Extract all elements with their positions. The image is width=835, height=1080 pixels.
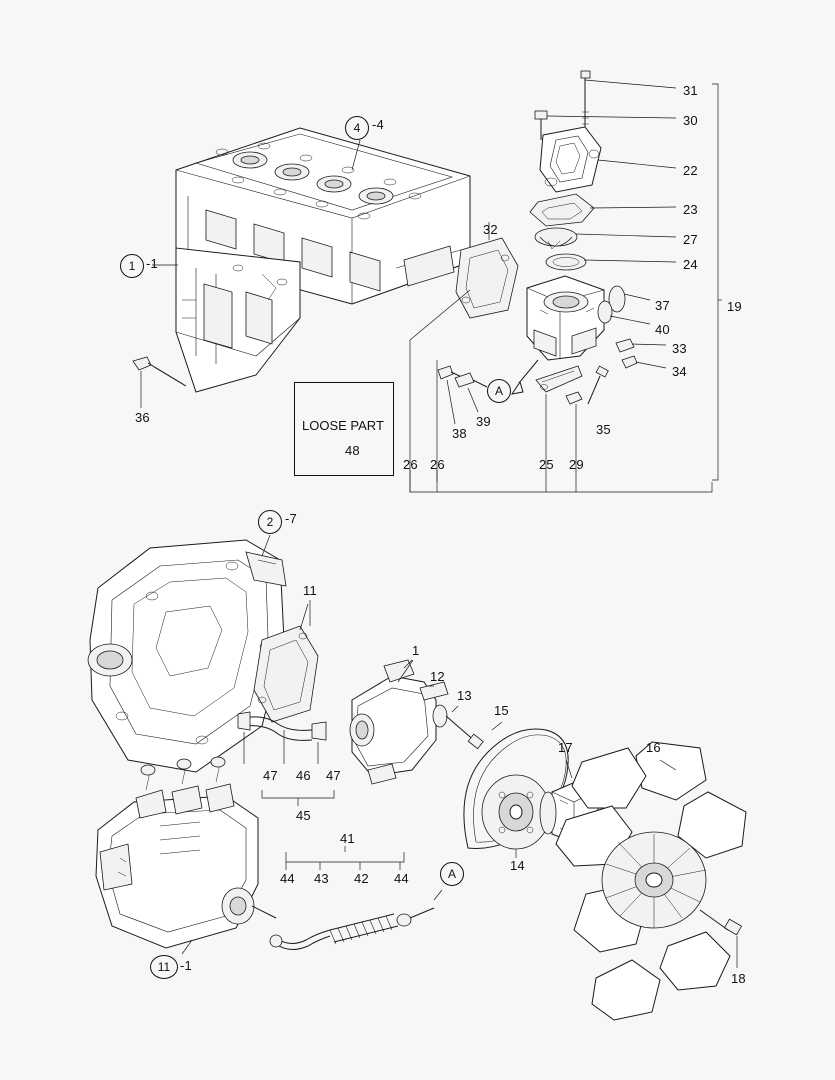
section-marker-a-upper xyxy=(487,379,511,403)
item-label-26-b: 26 xyxy=(430,457,445,472)
group-callout-11 xyxy=(150,955,178,979)
item-label-15: 15 xyxy=(494,703,509,718)
item-label-29: 29 xyxy=(569,457,584,472)
item-label-16: 16 xyxy=(646,740,661,755)
item-label-46: 46 xyxy=(296,768,311,783)
group-callout-11-suffix: -1 xyxy=(180,958,192,973)
item-label-1: 1 xyxy=(412,643,420,658)
item-label-26-a: 26 xyxy=(403,457,418,472)
item-label-43: 43 xyxy=(314,871,329,886)
section-marker-a-lower xyxy=(440,862,464,886)
item-label-32: 32 xyxy=(483,222,498,237)
item-label-13: 13 xyxy=(457,688,472,703)
item-label-19: 19 xyxy=(727,299,742,314)
item-label-45: 45 xyxy=(296,808,311,823)
loose-part-title: LOOSE PART xyxy=(302,418,384,433)
cylinder-head-assembly xyxy=(133,128,470,408)
group-callout-2-suffix: -7 xyxy=(285,511,297,526)
fuel-hose-assembly-41 xyxy=(270,890,442,950)
item-label-48: 48 xyxy=(345,443,360,458)
item-label-39: 39 xyxy=(476,414,491,429)
group-callout-11-number: 11 xyxy=(157,960,171,974)
fuel-injection-pump-assembly xyxy=(96,757,276,948)
item-label-27: 27 xyxy=(683,232,698,247)
item-label-47-a: 47 xyxy=(263,768,278,783)
item-label-24: 24 xyxy=(683,257,698,272)
group-callout-4-suffix: -4 xyxy=(372,117,384,132)
item-label-38: 38 xyxy=(452,426,467,441)
item-label-25: 25 xyxy=(539,457,554,472)
section-marker-a-upper-text: A xyxy=(494,384,503,398)
item-label-12: 12 xyxy=(430,669,445,684)
item-label-33: 33 xyxy=(672,341,687,356)
group-callout-1-suffix: -1 xyxy=(146,256,158,271)
group-callout-2 xyxy=(258,510,282,534)
item-label-47-b: 47 xyxy=(326,768,341,783)
group-callout-1-number: 1 xyxy=(128,259,136,273)
item-label-17: 17 xyxy=(558,740,573,755)
item-label-41: 41 xyxy=(340,831,355,846)
item-label-30: 30 xyxy=(683,113,698,128)
section-marker-a-lower-text: A xyxy=(447,867,456,881)
group-callout-4 xyxy=(345,116,369,140)
cooling-fan-16 xyxy=(556,742,746,1020)
gear-case-assembly xyxy=(88,540,286,772)
item-label-14: 14 xyxy=(510,858,525,873)
item-label-44-a: 44 xyxy=(280,871,295,886)
item-label-22: 22 xyxy=(683,163,698,178)
group-callout-2-number: 2 xyxy=(266,515,274,529)
item-label-40: 40 xyxy=(655,322,670,337)
item-label-23: 23 xyxy=(683,202,698,217)
item-label-36: 36 xyxy=(135,410,150,425)
water-pump-lower-assembly xyxy=(350,660,483,784)
item-label-11: 11 xyxy=(303,583,317,598)
item-label-37: 37 xyxy=(655,298,670,313)
group-callout-4-number: 4 xyxy=(353,121,361,135)
item-label-42: 42 xyxy=(354,871,369,886)
item-label-18: 18 xyxy=(731,971,746,986)
group-callout-1 xyxy=(120,254,144,278)
item-label-34: 34 xyxy=(672,364,687,379)
item-label-44-b: 44 xyxy=(394,871,409,886)
item-label-31: 31 xyxy=(683,83,698,98)
item-label-35: 35 xyxy=(596,422,611,437)
